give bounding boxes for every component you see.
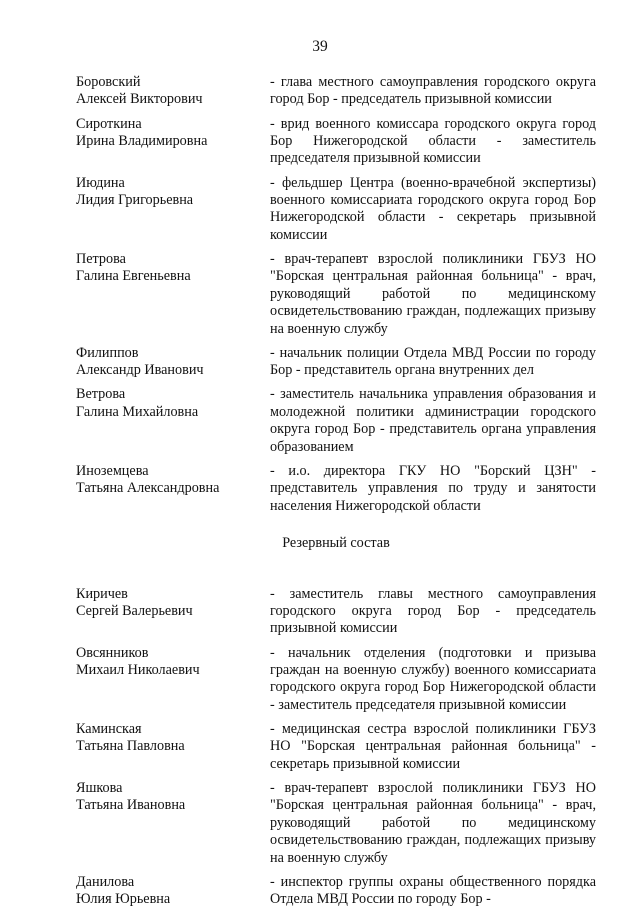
member-entry <box>76 874 596 909</box>
member-given-names: Татьяна Павловна <box>76 738 185 755</box>
member-given-names: Юлия Юрьевна <box>76 891 171 908</box>
member-given-names: Александр Иванович <box>76 362 204 379</box>
member-given-names: Ирина Владимировна <box>76 133 208 150</box>
member-surname: Данилова <box>76 873 135 890</box>
member-entry <box>76 645 596 715</box>
member-name <box>76 74 270 109</box>
member-surname: Филиппов <box>76 344 139 361</box>
member-name <box>76 645 270 715</box>
member-given-names: Сергей Валерьевич <box>76 602 193 619</box>
member-given-names: Татьяна Александровна <box>76 480 220 497</box>
member-surname: Петрова <box>76 251 126 268</box>
member-given-names: Галина Евгеньевна <box>76 268 191 285</box>
reserve-section-title: Резервный состав <box>282 535 390 552</box>
member-surname: Киричев <box>76 585 128 602</box>
main-composition <box>76 74 596 515</box>
commission-list <box>76 74 596 915</box>
member-given-names: Татьяна Ивановна <box>76 797 186 814</box>
member-name <box>76 386 270 456</box>
member-role: - врач-терапевт взрослой поликлиники ГБУЗ НО "Борская центральная районная больница" - врач, руководящий работой по медицинскому освидетельствованию граждан, подлежащих призыву на военную службу <box>270 251 596 337</box>
member-role: - глава местного самоуправления городского округа город Бор - председатель призывной комиссии <box>270 74 596 108</box>
member-role: - врач-терапевт взрослой поликлиники ГБУЗ НО "Борская центральная районная больница" - врач, руководящий работой по медицинскому освидетельствованию граждан, подлежащих призыву на военную службу <box>270 779 596 866</box>
member-given-names: Галина Михайловна <box>76 403 199 420</box>
member-entry <box>76 116 596 168</box>
member-surname: Июдина <box>76 174 125 191</box>
member-entry <box>76 586 596 638</box>
page-number: 39 <box>312 38 328 55</box>
reserve-composition <box>76 586 596 909</box>
member-role: - врид военного комиссара городского округа город Бор Нижегородской области - заместитель председателя призывной комиссии <box>270 115 596 167</box>
member-surname: Овсянников <box>76 644 149 661</box>
member-role: - фельдшер Центра (военно-врачебной экспертизы) военного комиссариата городского округа город Бор Нижегородской области - секретарь призывной комиссии <box>270 174 596 243</box>
member-name <box>76 780 270 867</box>
member-surname: Сироткина <box>76 115 142 132</box>
member-surname: Ветрова <box>76 386 126 403</box>
member-role: - начальник полиции Отдела МВД России по городу Бор - представитель органа внутренних дел <box>270 344 596 379</box>
member-name <box>76 116 270 168</box>
member-surname: Боровский <box>76 74 141 90</box>
member-role: - заместитель главы местного самоуправления городского округа город Бор - председатель призывной комиссии <box>270 585 596 637</box>
member-role: - и.о. директора ГКУ НО "Борский ЦЗН" - представитель управления по труду и занятости населения Нижегородской области <box>270 462 596 514</box>
member-role: - начальник отделения (подготовки и призыва граждан на военную службу) военного комиссариата городского округа город Бор Нижегородской области - заместитель председателя призывной комиссии <box>270 644 596 713</box>
member-surname: Каминская <box>76 720 142 737</box>
member-entry <box>76 780 596 867</box>
member-entry <box>76 721 596 773</box>
member-entry <box>76 175 596 245</box>
member-role: - заместитель начальника управления образования и молодежной политики администрации городского округа город Бор - представитель органа управления образованием <box>270 386 596 455</box>
member-role: - медицинская сестра взрослой поликлиники ГБУЗ НО "Борская центральная районная больница" - секретарь призывной комиссии <box>270 720 596 772</box>
member-given-names: Лидия Григорьевна <box>76 192 194 209</box>
member-name <box>76 251 270 338</box>
member-name <box>76 721 270 773</box>
member-entry <box>76 345 596 380</box>
member-name <box>76 463 270 515</box>
member-entry <box>76 74 596 109</box>
member-name <box>76 586 270 638</box>
member-name <box>76 175 270 245</box>
member-surname: Иноземцева <box>76 462 149 479</box>
member-given-names: Михаил Николаевич <box>76 661 200 678</box>
member-entry <box>76 386 596 456</box>
member-surname: Яшкова <box>76 779 123 796</box>
member-given-names: Алексей Викторович <box>76 91 203 108</box>
member-entry <box>76 463 596 515</box>
member-name <box>76 345 270 380</box>
member-role: - инспектор группы охраны общественного порядка Отдела МВД России по городу Бор - <box>270 873 596 908</box>
member-entry <box>76 251 596 338</box>
member-name <box>76 874 270 909</box>
